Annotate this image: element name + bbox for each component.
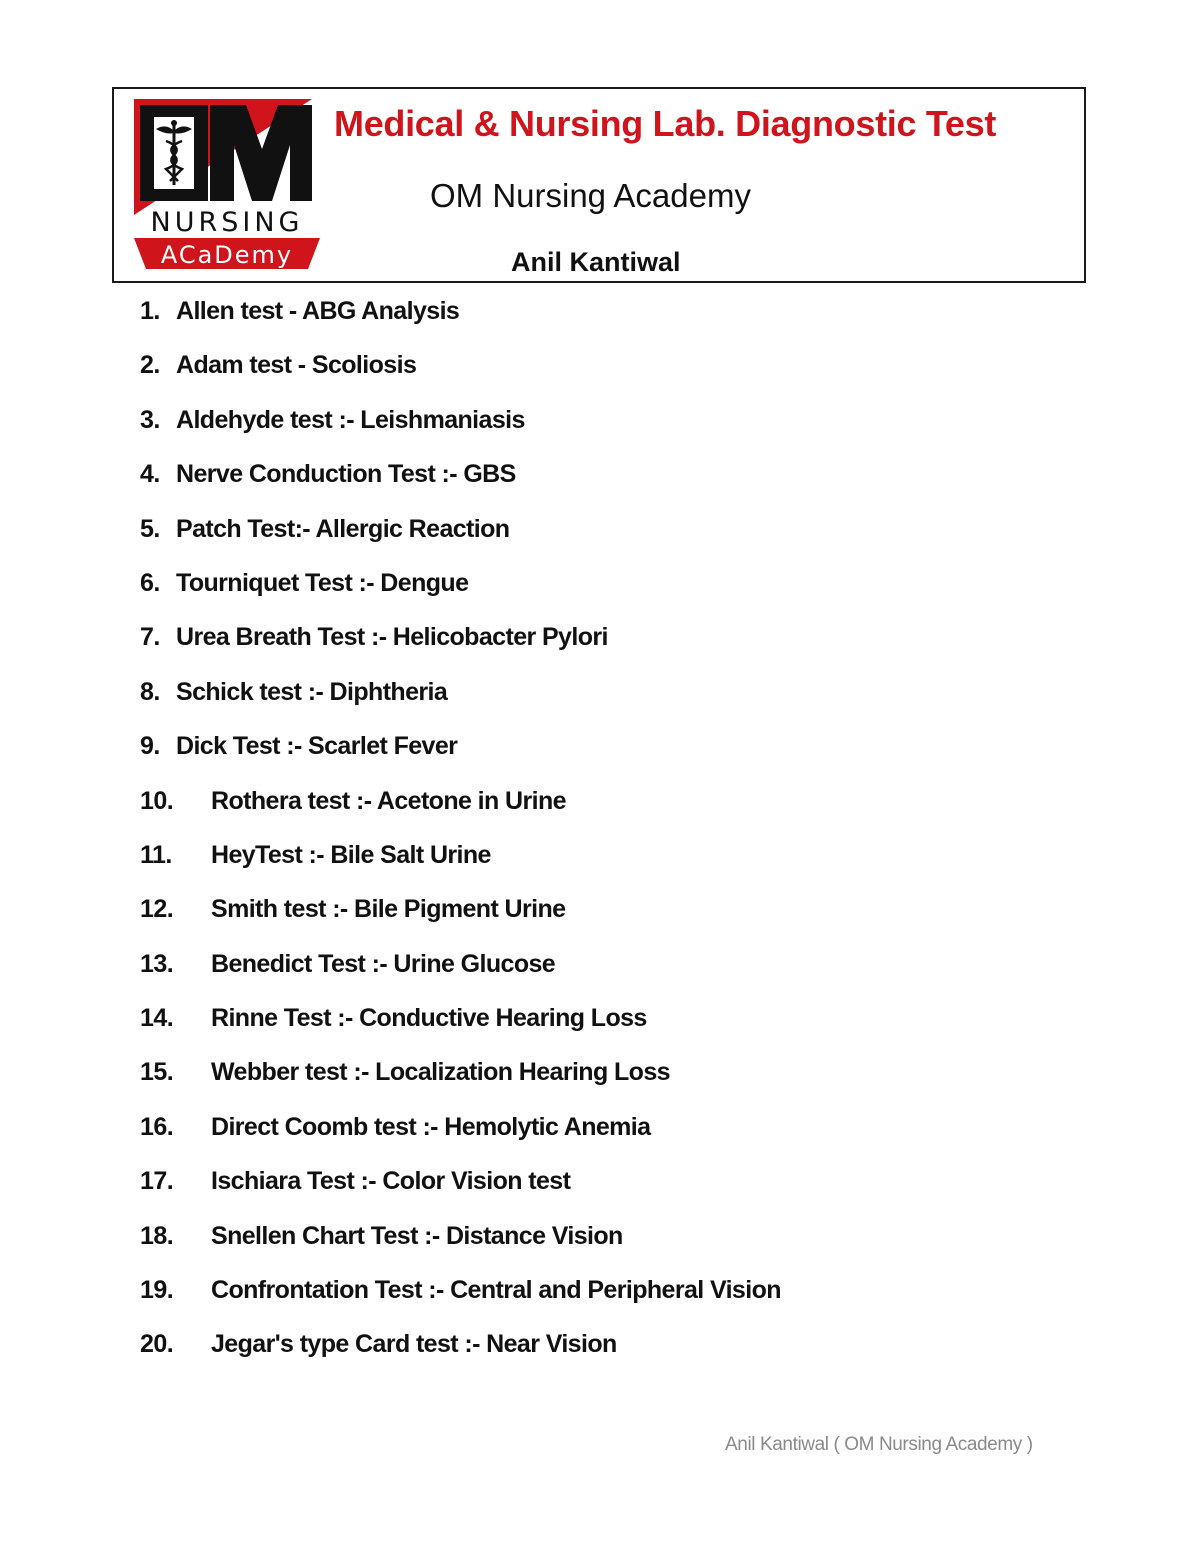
list-item-number: 15. [140,1058,174,1087]
list-item-number: 6. [140,568,160,597]
diagnostic-test-list [0,293,1000,1381]
list-item-text: Direct Coomb test :- Hemolytic Anemia [211,1112,651,1141]
list-item-number: 16. [140,1112,174,1141]
list-item-text: Allen test - ABG Analysis [176,297,460,325]
list-item-text: Schick test :- Diphtheria [176,677,448,706]
list-item-number: 19. [140,1276,174,1305]
list-item [0,619,1000,673]
list-item-text: Nerve Conduction Test :- GBS [176,460,516,489]
list-item-text: Patch Test:- Allergic Reaction [176,514,510,543]
list-item-number: 1. [140,297,160,325]
list-item [0,1054,1000,1108]
list-item-text: Ischiara Test :- Color Vision test [211,1167,571,1196]
author-name: Anil Kantiwal [511,247,681,277]
organization-name: OM Nursing Academy [430,177,751,214]
list-item-number: 9. [140,732,160,761]
list-item [0,293,1000,347]
om-nursing-academy-logo [134,99,320,269]
list-item-number: 7. [140,623,160,652]
list-item [0,891,1000,945]
list-item [0,1326,1000,1380]
list-item-number: 5. [140,514,160,543]
list-item-text: Snellen Chart Test :- Distance Vision [211,1221,623,1250]
list-item [0,1109,1000,1163]
list-item-number: 11. [140,840,172,869]
list-item-text: Webber test :- Localization Hearing Loss [211,1058,670,1087]
list-item [0,1163,1000,1217]
list-item [0,783,1000,837]
list-item-number: 4. [140,460,160,489]
list-item [0,1218,1000,1272]
list-item [0,456,1000,510]
list-item-number: 10. [140,786,174,815]
list-item-text: Confrontation Test :- Central and Peripheral Vision [211,1276,781,1305]
list-item [0,674,1000,728]
list-item-number: 12. [140,895,174,924]
list-item-text: Rinne Test :- Conductive Hearing Loss [211,1004,647,1033]
list-item-text: Adam test - Scoliosis [176,351,417,380]
list-item-text: Jegar's type Card test :- Near Vision [211,1330,617,1359]
document-title: Medical & Nursing Lab. Diagnostic Test [334,103,997,144]
logo-nursing-text: NURSING [150,207,304,238]
list-item [0,946,1000,1000]
list-item-number: 3. [140,405,160,434]
header-box [112,87,1086,283]
list-item [0,1000,1000,1054]
list-item [0,565,1000,619]
list-item-number: 2. [140,351,160,380]
list-item-text: Smith test :- Bile Pigment Urine [211,895,566,924]
list-item-number: 13. [140,949,174,978]
list-item-text: Benedict Test :- Urine Glucose [211,949,556,978]
list-item-number: 17. [140,1167,174,1196]
list-item [0,347,1000,401]
list-item-text: Aldehyde test :- Leishmaniasis [176,405,525,434]
list-item [0,511,1000,565]
list-item-text: Dick Test :- Scarlet Fever [176,732,458,761]
list-item [0,728,1000,782]
list-item-text: HeyTest :- Bile Salt Urine [211,840,491,869]
list-item [0,837,1000,891]
list-item [0,402,1000,456]
list-item-text: Tourniquet Test :- Dengue [176,568,469,597]
page-footer: Anil Kantiwal ( OM Nursing Academy ) [725,1434,1033,1455]
list-item-number: 8. [140,677,160,706]
logo-academy-text: ACaDemy [160,241,294,269]
list-item-number: 18. [140,1221,174,1250]
list-item-text: Urea Breath Test :- Helicobacter Pylori [176,623,608,652]
list-item-number: 14. [140,1004,174,1033]
list-item-text: Rothera test :- Acetone in Urine [211,786,566,815]
list-item-number: 20. [140,1330,174,1359]
list-item [0,1272,1000,1326]
